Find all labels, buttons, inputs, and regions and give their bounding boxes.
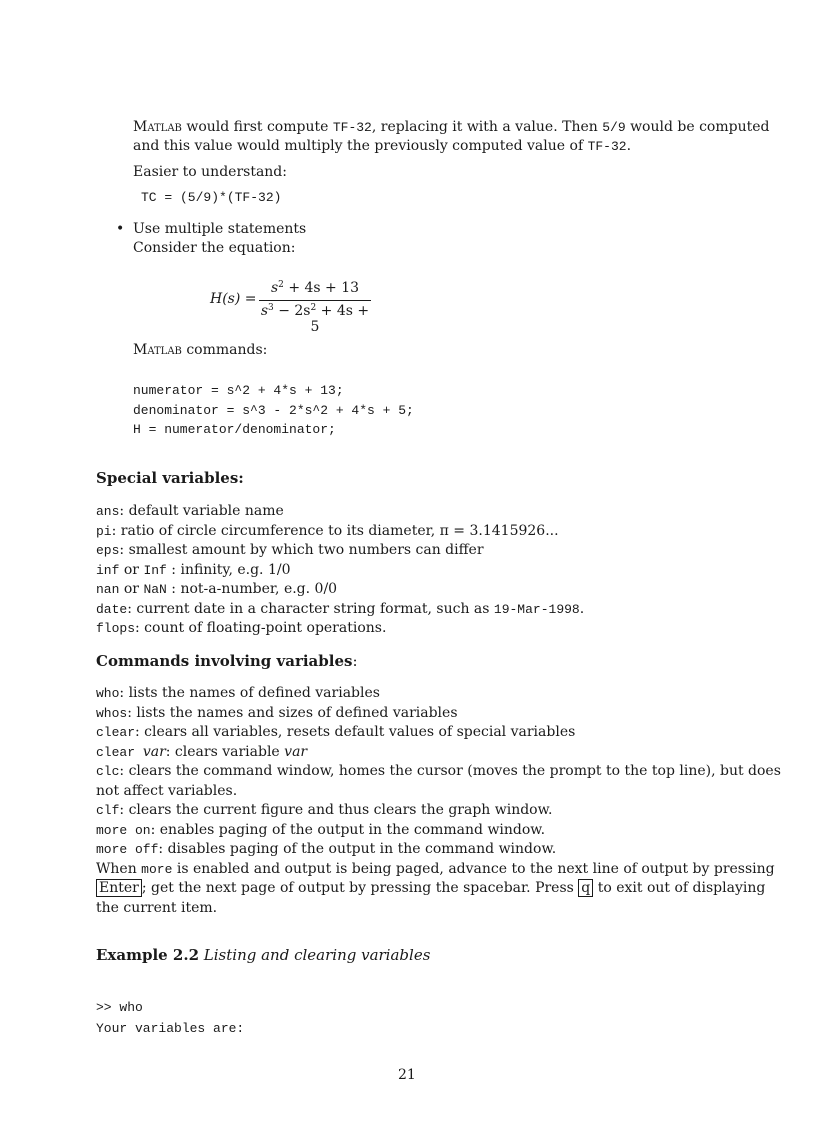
section-heading-special: Special variables: xyxy=(96,469,244,487)
consider-text: Consider the equation: xyxy=(133,240,296,256)
matlab-brand: Matlab xyxy=(133,119,182,135)
page-number: 21 xyxy=(398,1067,416,1083)
example-code xyxy=(96,997,244,1039)
fraction-bar xyxy=(259,300,371,301)
commands-list xyxy=(96,684,781,918)
q-key: q xyxy=(578,879,593,897)
intro-line-1: Matlab would first compute TF-32, replacing it with a value. Then 5/9 would be computed xyxy=(133,119,770,135)
code-line: H = numerator/denominator; xyxy=(133,422,336,437)
list-item: eps: smallest amount by which two numbers can differ xyxy=(96,542,484,558)
paging-text: the current item. xyxy=(96,899,218,916)
section-heading-commands: Commands involving variables: xyxy=(96,652,358,670)
intro-line-2: and this value would multiply the previously computed value of TF-32. xyxy=(133,138,632,154)
list-item: clear var: clears variable var xyxy=(96,743,308,760)
paging-text: When more is enabled and output is being paged, advance to the next line of output by pressing xyxy=(96,860,775,877)
list-item: nan or NaN : not-a-number, e.g. 0/0 xyxy=(96,581,338,597)
list-item-continued: not affect variables. xyxy=(96,782,238,799)
enter-key: Enter xyxy=(96,879,142,897)
code-line: denominator = s^3 - 2*s^2 + 4*s + 5; xyxy=(133,402,414,418)
code-line: TC = (5/9)*(TF-32) xyxy=(141,190,282,205)
list-item: who: lists the names of defined variables xyxy=(96,685,380,701)
list-item: date: current date in a character string format, such as 19-Mar-1998. xyxy=(96,600,585,617)
list-item: more on: enables paging of the output in the command window. xyxy=(96,821,546,838)
list-item: clf: clears the current figure and thus clears the graph window. xyxy=(96,802,553,818)
code-block xyxy=(133,381,414,440)
list-item: inf or Inf : infinity, e.g. 1/0 xyxy=(96,561,291,578)
list-item: whos: lists the names and sizes of defined variables xyxy=(96,704,458,721)
list-item: pi: ratio of circle circumference to its diameter, π = 3.1415926... xyxy=(96,522,559,539)
code-line: >> who xyxy=(96,1000,143,1015)
special-list xyxy=(96,502,584,639)
inline-code: TF-32 xyxy=(587,139,627,154)
list-item: flops: count of floating-point operations. xyxy=(96,620,387,636)
list-item: more off: disables paging of the output in the command window. xyxy=(96,841,557,857)
matlab-brand: Matlab xyxy=(133,342,182,358)
code-line: Your variables are: xyxy=(96,1021,245,1036)
list-item: ans: default variable name xyxy=(96,503,284,519)
equation-denominator: $s^3 - 2s^2 + 4s + 5$ xyxy=(260,303,370,335)
equation-numerator: $s^2 + 4s + 13$ xyxy=(270,280,360,296)
inline-code: 5/9 xyxy=(602,120,626,135)
inline-code: TF-32 xyxy=(332,120,372,135)
list-item: clear: clears all variables, resets default values of special variables xyxy=(96,724,576,740)
equation-lhs: H(s) = xyxy=(210,291,257,307)
bullet-marker: • xyxy=(116,221,125,237)
easier-text: Easier to understand: xyxy=(133,164,287,180)
paging-text: Enter ; get the next page of output by pressing the spacebar. Press q to exit out of displaying xyxy=(96,879,781,899)
code-line: numerator = s^2 + 4*s + 13; xyxy=(133,383,344,398)
bullet-title: Use multiple statements xyxy=(133,221,307,237)
list-item: clc: clears the command window, homes the cursor (moves the prompt to the top line), but does xyxy=(96,763,781,779)
example-heading: Example 2.2 Listing and clearing variables xyxy=(96,946,431,964)
commands-label: Matlab commands: xyxy=(133,342,268,358)
